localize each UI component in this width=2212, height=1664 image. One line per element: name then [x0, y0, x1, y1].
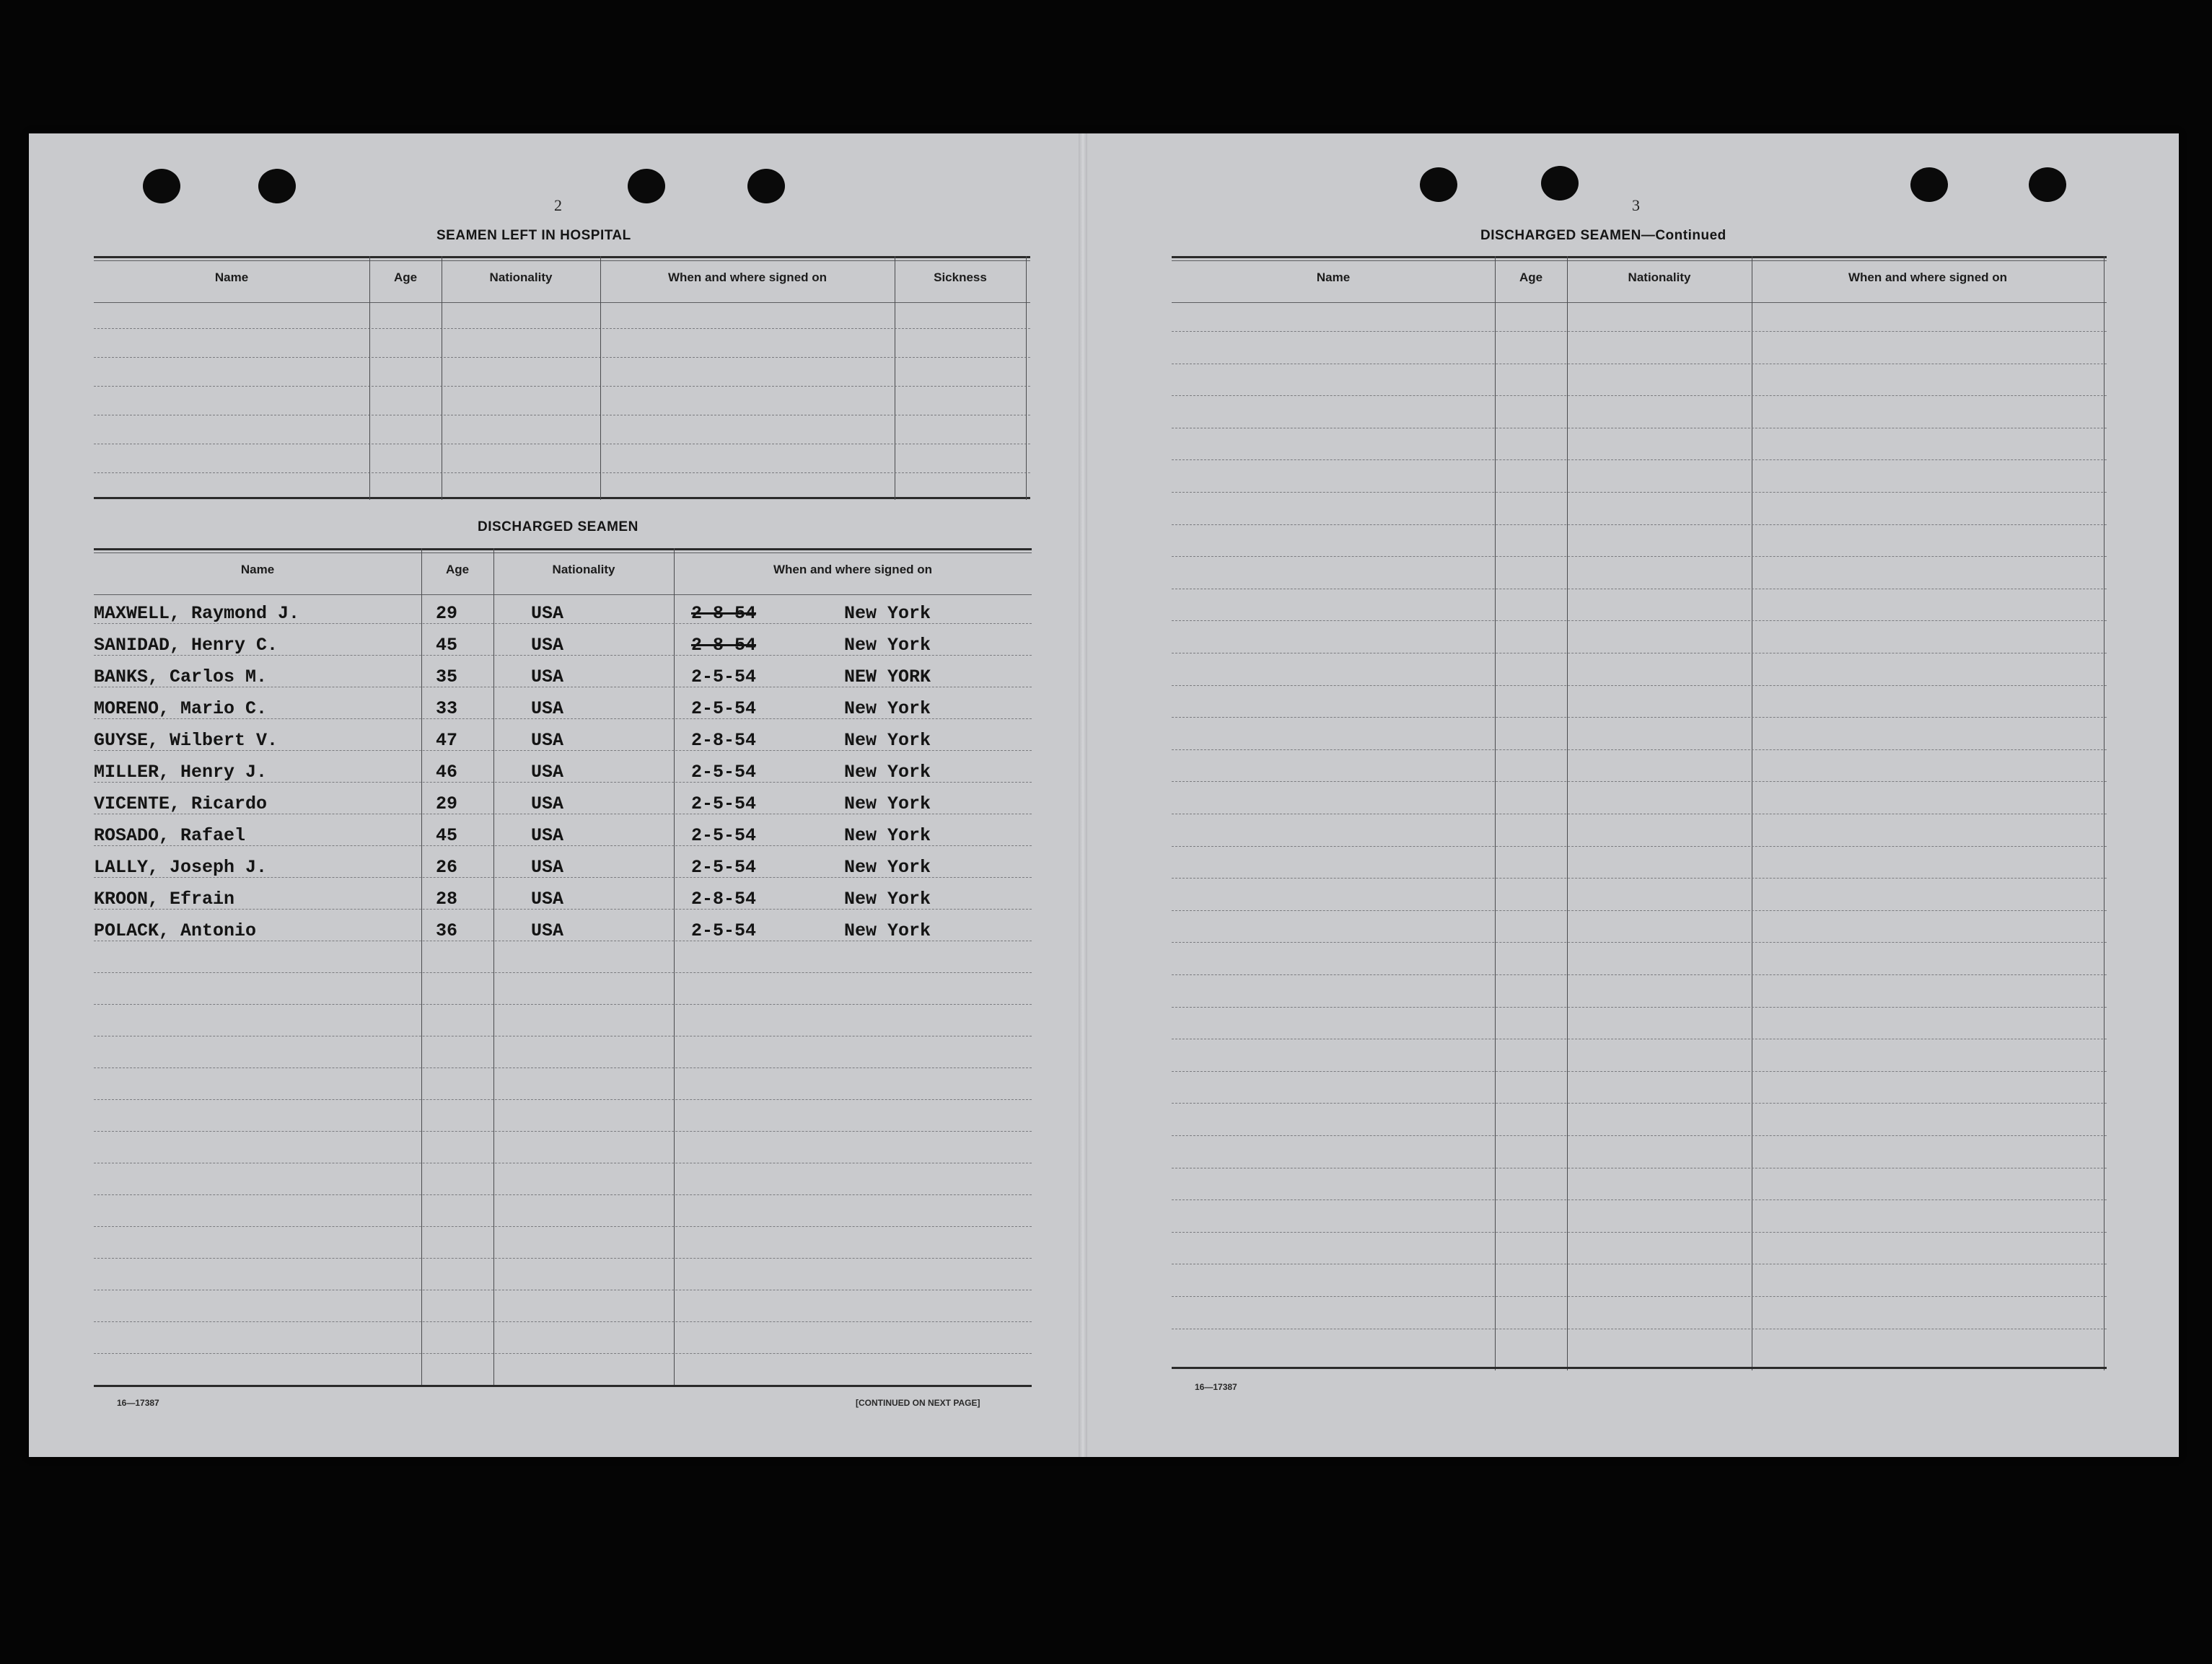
row-rule [1172, 974, 2107, 975]
punch-hole [143, 169, 180, 203]
row-rule [1172, 685, 2107, 686]
signed-on-place: New York [844, 793, 931, 814]
seaman-nationality: USA [531, 793, 564, 814]
seaman-name: LALLY, Joseph J. [94, 857, 268, 878]
table-row [94, 757, 1032, 789]
table-bottom-rule [1172, 1367, 2107, 1369]
seaman-nationality: USA [531, 920, 564, 941]
seaman-age: 45 [436, 635, 458, 656]
discharged-header-name: Name [240, 563, 275, 576]
seaman-age: 29 [436, 603, 458, 624]
discharged-table-right [1172, 256, 2107, 1370]
signed-on-date: 2-5-54 [691, 825, 757, 846]
row-rule [94, 1194, 1032, 1195]
seaman-age: 35 [436, 666, 458, 687]
hospital-section-title: SEAMEN LEFT IN HOSPITAL [436, 228, 631, 243]
right-section-title-suffix: —Continued [1641, 228, 1726, 243]
row-rule [1172, 878, 2107, 879]
discharged-header-nationality: Nationality [552, 563, 615, 576]
form-number-right: 16—17387 [1195, 1382, 1237, 1392]
seaman-name: MILLER, Henry J. [94, 762, 268, 783]
seaman-name: KROON, Efrain [94, 889, 235, 910]
punch-hole [747, 169, 785, 203]
table-row [94, 821, 1032, 853]
discharged-header-age: Age [445, 563, 470, 576]
row-rule [1172, 910, 2107, 911]
right-section-title-main: DISCHARGED SEAMEN [1480, 228, 1641, 243]
row-rule [94, 1258, 1032, 1259]
row-rule [94, 1099, 1032, 1100]
seaman-name: SANIDAD, Henry C. [94, 635, 278, 656]
table-row [94, 599, 1032, 630]
seaman-nationality: USA [531, 603, 564, 624]
signed-on-date: 2-5-54 [691, 920, 757, 941]
row-rule [1172, 331, 2107, 332]
signed-on-date: 2-8-54 [691, 635, 757, 656]
seaman-nationality: USA [531, 825, 564, 846]
punch-hole [258, 169, 296, 203]
seaman-name: VICENTE, Ricardo [94, 793, 268, 814]
seaman-name: GUYSE, Wilbert V. [94, 730, 278, 751]
table-bottom-rule [94, 1385, 1032, 1387]
row-rule [94, 1131, 1032, 1132]
table-row [94, 630, 1032, 662]
row-rule [1172, 459, 2107, 460]
row-rule [94, 1226, 1032, 1227]
signed-on-date: 2-5-54 [691, 762, 757, 783]
signed-on-place: New York [844, 857, 931, 878]
row-rule [1172, 556, 2107, 557]
signed-on-place: New York [844, 603, 931, 624]
seaman-name: ROSADO, Rafael [94, 825, 246, 846]
hospital-header-sickness: Sickness [934, 270, 987, 284]
discharged-table-left [94, 548, 1032, 1386]
page-number-right: 3 [1632, 196, 1640, 214]
page-gutter [1079, 133, 1087, 1457]
table-row [94, 884, 1032, 916]
punch-hole [1910, 167, 1948, 202]
row-rule [1172, 395, 2107, 396]
form-number-left: 16—17387 [117, 1398, 159, 1408]
table-row [94, 916, 1032, 948]
signed-on-date: 2-8-54 [691, 603, 757, 624]
seaman-name: MORENO, Mario C. [94, 698, 268, 719]
continued-note: [CONTINUED ON NEXT PAGE] [856, 1398, 980, 1408]
row-rule [1172, 1135, 2107, 1136]
seaman-name: POLACK, Antonio [94, 920, 257, 941]
table-row [94, 789, 1032, 821]
table-row [94, 726, 1032, 757]
row-rule [94, 1353, 1032, 1354]
row-rule [1172, 717, 2107, 718]
signed-on-date: 2-5-54 [691, 793, 757, 814]
table-row [94, 853, 1032, 884]
signed-on-place: New York [844, 762, 931, 783]
signed-on-date: 2-5-54 [691, 698, 757, 719]
signed-on-place: New York [844, 730, 931, 751]
signed-on-date: 2-5-54 [691, 857, 757, 878]
punch-hole [628, 169, 665, 203]
signed-on-place: New York [844, 635, 931, 656]
row-rule [1172, 492, 2107, 493]
row-rule [1172, 1007, 2107, 1008]
right-header-nationality: Nationality [1628, 270, 1691, 284]
seaman-age: 26 [436, 857, 458, 878]
discharged-section-title: DISCHARGED SEAMEN [478, 519, 638, 534]
row-rule [94, 1321, 1032, 1322]
seaman-nationality: USA [531, 857, 564, 878]
signed-on-place: NEW YORK [844, 666, 931, 687]
seaman-age: 45 [436, 825, 458, 846]
row-rule [94, 1067, 1032, 1068]
signed-on-place: New York [844, 825, 931, 846]
row-rule [1172, 781, 2107, 782]
punch-hole [1541, 166, 1579, 201]
hospital-table [94, 256, 1030, 500]
row-rule [1172, 749, 2107, 750]
seaman-age: 28 [436, 889, 458, 910]
signed-on-place: New York [844, 920, 931, 941]
seaman-nationality: USA [531, 889, 564, 910]
seaman-age: 29 [436, 793, 458, 814]
row-rule [1172, 620, 2107, 621]
row-rule [1172, 1296, 2107, 1297]
punch-hole [2029, 167, 2066, 202]
signed-on-place: New York [844, 889, 931, 910]
seaman-age: 36 [436, 920, 458, 941]
page-number-left: 2 [554, 196, 562, 214]
seaman-nationality: USA [531, 698, 564, 719]
seaman-name: MAXWELL, Raymond J. [94, 603, 300, 624]
signed-on-date: 2-8-54 [691, 730, 757, 751]
right-header-signed-on: When and where signed on [1848, 270, 2008, 284]
row-rule [1172, 942, 2107, 943]
row-rule [1172, 1103, 2107, 1104]
signed-on-date: 2-8-54 [691, 889, 757, 910]
right-header-age: Age [1519, 270, 1543, 284]
seaman-nationality: USA [531, 666, 564, 687]
signed-on-place: New York [844, 698, 931, 719]
signed-on-date: 2-5-54 [691, 666, 757, 687]
right-section-title [1480, 228, 1726, 244]
seaman-nationality: USA [531, 635, 564, 656]
hospital-header-age: Age [393, 270, 418, 284]
seaman-name: BANKS, Carlos M. [94, 666, 268, 687]
punch-hole [1420, 167, 1457, 202]
row-rule [1172, 1232, 2107, 1233]
table-row [94, 694, 1032, 726]
row-rule [1172, 846, 2107, 847]
hospital-header-signed-on: When and where signed on [667, 270, 828, 284]
row-rule [1172, 1199, 2107, 1200]
row-rule [94, 972, 1032, 973]
right-header-name: Name [1316, 270, 1351, 284]
seaman-age: 47 [436, 730, 458, 751]
discharged-header-signed-on: When and where signed on [773, 563, 933, 576]
row-rule [1172, 1071, 2107, 1072]
seaman-age: 46 [436, 762, 458, 783]
hospital-header-nationality: Nationality [489, 270, 553, 284]
row-rule [1172, 524, 2107, 525]
row-rule [94, 1004, 1032, 1005]
seaman-nationality: USA [531, 730, 564, 751]
seaman-nationality: USA [531, 762, 564, 783]
hospital-header-name: Name [214, 270, 249, 284]
table-row [94, 662, 1032, 694]
seaman-age: 33 [436, 698, 458, 719]
